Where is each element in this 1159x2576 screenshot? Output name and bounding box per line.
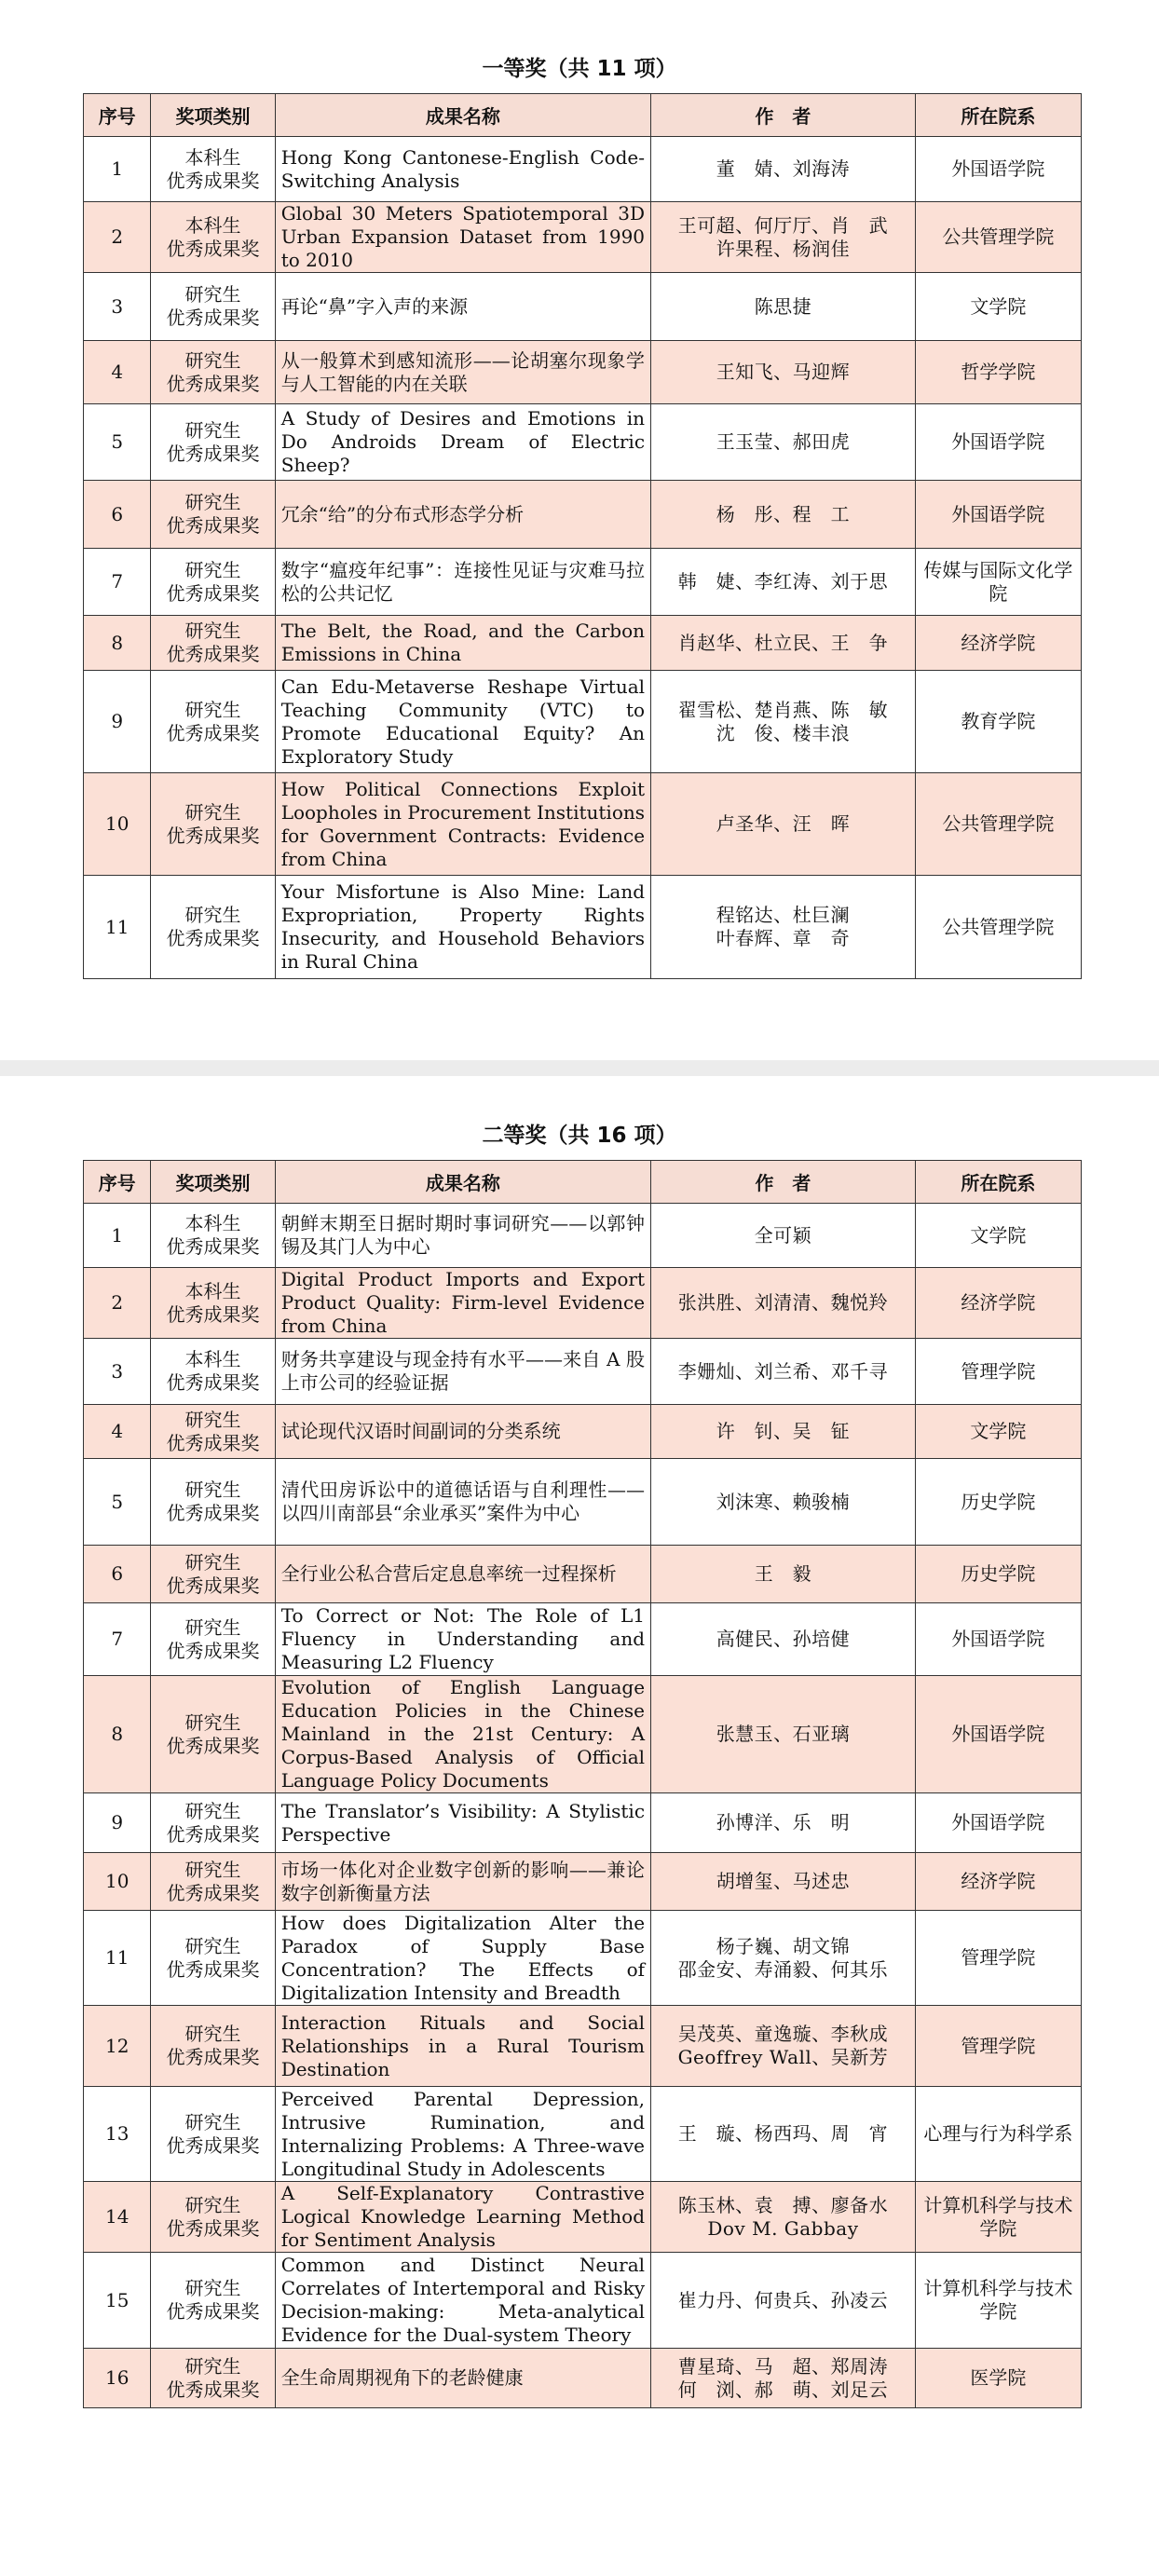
cell-title: Global 30 Meters Spatiotemporal 3D Urban Expansion Dataset from 1990 to 2010 (275, 202, 650, 273)
cell-category (151, 616, 275, 671)
author-line: Dov M. Gabbay (707, 2216, 859, 2240)
author-line: 陈玉林、袁 搏、廖备水 (677, 2193, 889, 2216)
cell-title: To Correct or Not: The Role of L1 Fluency in Understanding and Measuring L2 Fluency (275, 1603, 650, 1676)
author-line: 叶春辉、章 奇 (716, 927, 851, 949)
cell-dept: 外国语学院 (915, 481, 1081, 549)
header-dept: 所在院系 (915, 94, 1081, 137)
cell-title: Interaction Rituals and Social Relationships in a Rural Tourism Destination (275, 2006, 650, 2087)
cell-title: The Translator’s Visibility: A Stylistic Perspective (275, 1793, 650, 1853)
header-category: 奖项类别 (151, 1161, 275, 1204)
category-line: 优秀成果奖 (166, 1502, 260, 1524)
cell-no: 8 (84, 1676, 151, 1793)
category-line: 本科生 (184, 1212, 241, 1234)
category-line: 研究生 (184, 418, 241, 442)
category-line: 研究生 (184, 2277, 241, 2299)
cell-category (151, 2087, 275, 2182)
cell-title: The Belt, the Road, and the Carbon Emissions in China (275, 616, 650, 671)
category-line: 优秀成果奖 (166, 643, 260, 665)
cell-title: Hong Kong Cantonese-English Code-Switching Analysis (275, 137, 650, 202)
author-line: 翟雪松、楚肖燕、陈 敏 (677, 698, 889, 721)
category-line: 优秀成果奖 (166, 2133, 260, 2157)
cell-category (151, 1546, 275, 1603)
category-line: 优秀成果奖 (166, 1431, 260, 1454)
header-dept: 所在院系 (915, 1161, 1081, 1204)
category-line: 本科生 (184, 145, 241, 169)
cell-authors (651, 202, 916, 273)
cell-authors (651, 1339, 916, 1405)
table-row (84, 2182, 1082, 2253)
cell-title: 从一般算术到感知流形——论胡塞尔现象学与人工智能的内在关联 (275, 341, 650, 404)
table-row (84, 671, 1082, 773)
cell-title: 数字“瘟疫年纪事”：连接性见证与灾难马拉松的公共记忆 (275, 549, 650, 616)
table-row (84, 616, 1082, 671)
cell-no: 3 (84, 273, 151, 341)
cell-category (151, 273, 275, 341)
category-line: 优秀成果奖 (166, 442, 260, 465)
table-row (84, 1603, 1082, 1676)
table-row (84, 341, 1082, 404)
cell-category (151, 876, 275, 979)
table-row (84, 1204, 1082, 1268)
cell-title: 全生命周期视角下的老龄健康 (275, 2349, 650, 2408)
cell-dept: 计算机科学与技术学院 (915, 2182, 1081, 2253)
author-line: 孙博洋、乐 明 (716, 1811, 851, 1833)
category-line: 优秀成果奖 (166, 1734, 260, 1757)
category-line: 优秀成果奖 (166, 307, 260, 329)
category-line: 优秀成果奖 (166, 721, 260, 744)
cell-category (151, 1853, 275, 1911)
author-line: 王知飞、马迎辉 (716, 361, 851, 383)
author-line: 肖赵华、杜立民、王 争 (677, 631, 889, 654)
category-line: 研究生 (184, 698, 241, 721)
cell-category (151, 1911, 275, 2006)
cell-authors (651, 1405, 916, 1459)
cell-no: 6 (84, 1546, 151, 1603)
cell-authors (651, 773, 916, 876)
cell-dept: 外国语学院 (915, 137, 1081, 202)
cell-authors (651, 1459, 916, 1546)
header-category: 奖项类别 (151, 94, 275, 137)
cell-authors (651, 273, 916, 341)
cell-category (151, 481, 275, 549)
category-line: 研究生 (184, 2110, 241, 2133)
table-row (84, 2349, 1082, 2408)
cell-authors (651, 1204, 916, 1268)
cell-title: Perceived Parental Depression, Intrusive Rumination, and Internalizing Problems: A Three-wave Longitudinal Study in Adolescents (275, 2087, 650, 2182)
author-line: 崔力丹、何贵兵、孙凌云 (677, 2288, 889, 2311)
author-line: 李姗灿、刘兰希、邓千寻 (677, 1359, 889, 1383)
cell-category (151, 549, 275, 616)
cell-category (151, 404, 275, 481)
cell-authors (651, 404, 916, 481)
cell-category (151, 1459, 275, 1546)
cell-category (151, 2182, 275, 2253)
table-row (84, 2006, 1082, 2087)
cell-title: 市场一体化对企业数字创新的影响——兼论数字创新衡量方法 (275, 1853, 650, 1911)
cell-no: 4 (84, 341, 151, 404)
cell-dept: 外国语学院 (915, 1793, 1081, 1853)
table-row (84, 404, 1082, 481)
cell-title: How does Digitalization Alter the Paradox of Supply Base Concentration? The Effects of Digitalization Intensity and Breadth (275, 1911, 650, 2006)
cell-no: 7 (84, 1603, 151, 1676)
cell-title: A Study of Desires and Emotions in Do Androids Dream of Electric Sheep? (275, 404, 650, 481)
category-line: 优秀成果奖 (166, 1822, 260, 1846)
cell-title: 冗余“给”的分布式形态学分析 (275, 481, 650, 549)
author-line: 陈思捷 (754, 294, 812, 318)
cell-no: 9 (84, 1793, 151, 1853)
author-line: 沈 俊、楼丰浪 (716, 721, 851, 744)
cell-category (151, 1268, 275, 1339)
table-row (84, 1911, 1082, 2006)
cell-no: 11 (84, 876, 151, 979)
cell-authors (651, 549, 916, 616)
second-prize-title: 二等奖（共 16 项） (482, 1124, 677, 1148)
author-line: 全可颖 (754, 1223, 812, 1247)
cell-category (151, 2349, 275, 2408)
author-line: 曹星琦、马 超、郑周涛 (677, 2354, 889, 2378)
cell-no: 3 (84, 1339, 151, 1405)
cell-no: 12 (84, 2006, 151, 2087)
category-line: 优秀成果奖 (166, 2046, 260, 2068)
table-row (84, 1339, 1082, 1405)
table-row (84, 2087, 1082, 2182)
cell-category (151, 202, 275, 273)
category-line: 优秀成果奖 (166, 1639, 260, 1662)
category-line: 优秀成果奖 (166, 1302, 260, 1326)
category-line: 优秀成果奖 (166, 514, 260, 537)
author-line: 董 婧、刘海涛 (716, 157, 851, 180)
cell-authors (651, 2182, 916, 2253)
category-line: 优秀成果奖 (166, 2300, 260, 2323)
category-line: 本科生 (184, 1348, 241, 1370)
cell-authors (651, 341, 916, 404)
cell-no: 10 (84, 773, 151, 876)
author-line: 王玉莹、郝田虎 (716, 430, 851, 453)
category-line: 研究生 (184, 1615, 241, 1639)
cell-authors (651, 1546, 916, 1603)
header-authors: 作 者 (651, 1161, 916, 1204)
cell-dept: 经济学院 (915, 1268, 1081, 1339)
category-line: 本科生 (184, 213, 241, 237)
cell-dept: 医学院 (915, 2349, 1081, 2408)
cell-dept: 哲学学院 (915, 341, 1081, 404)
cell-no: 4 (84, 1405, 151, 1459)
cell-no: 11 (84, 1911, 151, 2006)
cell-no: 16 (84, 2349, 151, 2408)
author-line: 杨 彤、程 工 (716, 502, 851, 525)
cell-no: 9 (84, 671, 151, 773)
cell-dept: 计算机科学与技术学院 (915, 2253, 1081, 2349)
category-line: 优秀成果奖 (166, 1881, 260, 1904)
cell-authors (651, 2349, 916, 2408)
category-line: 研究生 (184, 1550, 241, 1574)
cell-category (151, 1204, 275, 1268)
author-line: 杨子巍、胡文锦 (716, 1934, 851, 1957)
table-row (84, 481, 1082, 549)
cell-title: 财务共享建设与现金持有水平——来自 A 股上市公司的经验证据 (275, 1339, 650, 1405)
cell-dept: 公共管理学院 (915, 876, 1081, 979)
table-row (84, 1793, 1082, 1853)
cell-title: 清代田房诉讼中的道德话语与自利理性——以四川南部县“余业承买”案件为中心 (275, 1459, 650, 1546)
table-row (84, 273, 1082, 341)
cell-authors (651, 2006, 916, 2087)
cell-no: 14 (84, 2182, 151, 2253)
cell-title: Digital Product Imports and Export Product Quality: Firm-level Evidence from China (275, 1268, 650, 1339)
cell-category (151, 2006, 275, 2087)
table-row (84, 773, 1082, 876)
category-line: 本科生 (184, 1279, 241, 1302)
table-row (84, 2253, 1082, 2349)
table-row (84, 1405, 1082, 1459)
cell-dept: 文学院 (915, 1405, 1081, 1459)
cell-dept: 文学院 (915, 1204, 1081, 1268)
table-row (84, 202, 1082, 273)
author-line: 何 浏、郝 萌、刘足云 (677, 2378, 889, 2401)
category-line: 优秀成果奖 (166, 824, 260, 847)
cell-category (151, 1676, 275, 1793)
category-line: 优秀成果奖 (166, 1574, 260, 1597)
table-row (84, 137, 1082, 202)
category-line: 优秀成果奖 (166, 372, 260, 395)
cell-title: 全行业公私合营后定息息率统一过程探析 (275, 1546, 650, 1603)
category-line: 研究生 (184, 1711, 241, 1734)
category-line: 研究生 (184, 2354, 241, 2378)
category-line: 研究生 (184, 558, 241, 581)
cell-dept: 公共管理学院 (915, 773, 1081, 876)
first-prize-title: 一等奖（共 11 项） (482, 57, 677, 81)
cell-no: 7 (84, 549, 151, 616)
cell-authors (651, 876, 916, 979)
author-line: Geoffrey Wall、吴新芳 (677, 2046, 889, 2068)
header-authors: 作 者 (651, 94, 916, 137)
category-line: 研究生 (184, 800, 241, 824)
cell-category (151, 1405, 275, 1459)
cell-authors (651, 1676, 916, 1793)
author-line: 许果程、杨润佳 (716, 237, 851, 260)
cell-dept: 管理学院 (915, 1339, 1081, 1405)
category-line: 优秀成果奖 (166, 581, 260, 605)
category-line: 研究生 (184, 348, 241, 372)
category-line: 优秀成果奖 (166, 2216, 260, 2240)
cell-no: 8 (84, 616, 151, 671)
cell-title: 再论“鼻”字入声的来源 (275, 273, 650, 341)
author-line: 高健民、孙培健 (716, 1628, 851, 1650)
cell-no: 2 (84, 202, 151, 273)
category-line: 研究生 (184, 1408, 241, 1431)
header-title: 成果名称 (275, 94, 650, 137)
cell-category (151, 2253, 275, 2349)
table-row (84, 1853, 1082, 1911)
cell-title: A Self-Explanatory Contrastive Logical Knowledge Learning Method for Sentiment Analysis (275, 2182, 650, 2253)
author-line: 王可超、何厅厅、肖 武 (677, 213, 889, 237)
category-line: 优秀成果奖 (166, 1957, 260, 1981)
cell-authors (651, 2087, 916, 2182)
category-line: 优秀成果奖 (166, 169, 260, 192)
cell-no: 1 (84, 1204, 151, 1268)
author-line: 程铭达、杜巨澜 (716, 904, 851, 926)
cell-no: 1 (84, 137, 151, 202)
author-line: 张慧玉、石亚璃 (716, 1723, 851, 1745)
cell-dept: 历史学院 (915, 1546, 1081, 1603)
author-line: 王 璇、杨西玛、周 宵 (677, 2122, 889, 2145)
cell-category (151, 341, 275, 404)
author-line: 邵金安、寿涌毅、何其乐 (677, 1957, 889, 1981)
category-line: 优秀成果奖 (166, 2378, 260, 2401)
table-row (84, 1268, 1082, 1339)
cell-dept: 历史学院 (915, 1459, 1081, 1546)
cell-title: 朝鲜末期至日据时期时事词研究——以郭钟锡及其门人为中心 (275, 1204, 650, 1268)
header-title: 成果名称 (275, 1161, 650, 1204)
table-row (84, 549, 1082, 616)
table-row (84, 1546, 1082, 1603)
author-line: 刘沫寒、赖骏楠 (716, 1490, 851, 1513)
category-line: 优秀成果奖 (166, 1235, 260, 1258)
category-line: 研究生 (184, 1799, 241, 1822)
cell-no: 6 (84, 481, 151, 549)
category-line: 研究生 (184, 2193, 241, 2216)
cell-category (151, 671, 275, 773)
header-no: 序号 (84, 1161, 151, 1204)
category-line: 研究生 (184, 904, 241, 926)
cell-authors (651, 671, 916, 773)
cell-authors (651, 1853, 916, 1911)
cell-dept: 管理学院 (915, 2006, 1081, 2087)
second-prize-table (83, 1160, 1082, 2408)
cell-authors (651, 616, 916, 671)
category-line: 研究生 (184, 1479, 241, 1501)
cell-dept: 管理学院 (915, 1911, 1081, 2006)
cell-dept: 外国语学院 (915, 1603, 1081, 1676)
cell-no: 5 (84, 404, 151, 481)
category-line: 研究生 (184, 283, 241, 306)
cell-title: How Political Connections Exploit Loopholes in Procurement Institutions for Government Contracts: Evidence from China (275, 773, 650, 876)
cell-dept: 经济学院 (915, 616, 1081, 671)
category-line: 优秀成果奖 (166, 237, 260, 260)
category-line: 研究生 (184, 491, 241, 513)
header-no: 序号 (84, 94, 151, 137)
cell-authors (651, 1911, 916, 2006)
cell-authors (651, 1603, 916, 1676)
cell-dept: 教育学院 (915, 671, 1081, 773)
cell-dept: 传媒与国际文化学院 (915, 549, 1081, 616)
category-line: 研究生 (184, 2023, 241, 2045)
cell-authors (651, 2253, 916, 2349)
author-line: 胡增玺、马述忠 (716, 1870, 851, 1892)
cell-title: Your Misfortune is Also Mine: Land Expropriation, Property Rights Insecurity, and Household Behaviors in Rural China (275, 876, 650, 979)
table-row (84, 876, 1082, 979)
category-line: 优秀成果奖 (166, 1371, 260, 1394)
author-line: 韩 婕、李红涛、刘于思 (677, 570, 889, 593)
table-row (84, 1676, 1082, 1793)
category-line: 研究生 (184, 1858, 241, 1881)
table-header-row (84, 94, 1082, 137)
cell-authors (651, 1793, 916, 1853)
author-line: 张洪胜、刘清清、魏悦羚 (677, 1291, 889, 1314)
cell-no: 10 (84, 1853, 151, 1911)
table-header-row (84, 1161, 1082, 1204)
cell-dept: 文学院 (915, 273, 1081, 341)
table-row (84, 1459, 1082, 1546)
author-line: 吴茂英、童逸璇、李秋成 (677, 2023, 889, 2045)
cell-no: 5 (84, 1459, 151, 1546)
author-line: 卢圣华、汪 晖 (716, 812, 851, 835)
cell-dept: 经济学院 (915, 1853, 1081, 1911)
cell-dept: 外国语学院 (915, 404, 1081, 481)
cell-category (151, 1603, 275, 1676)
cell-dept: 外国语学院 (915, 1676, 1081, 1793)
first-prize-table (83, 93, 1082, 979)
author-line: 王 毅 (754, 1562, 812, 1585)
cell-dept: 心理与行为科学系 (915, 2087, 1081, 2182)
cell-title: 试论现代汉语时间副词的分类系统 (275, 1405, 650, 1459)
cell-title: Common and Distinct Neural Correlates of Intertemporal and Risky Decision-making: Meta-analytical Evidence for the Dual-system Theory (275, 2253, 650, 2349)
cell-authors (651, 137, 916, 202)
cell-category (151, 773, 275, 876)
cell-title: Evolution of English Language Education Policies in the Chinese Mainland in the 21st Century: A Corpus-Based Analysis of Official Language Policy Documents (275, 1676, 650, 1793)
author-line: 许 钊、吴 钲 (716, 1420, 851, 1442)
cell-authors (651, 1268, 916, 1339)
cell-no: 2 (84, 1268, 151, 1339)
cell-category (151, 137, 275, 202)
cell-dept: 公共管理学院 (915, 202, 1081, 273)
cell-authors (651, 481, 916, 549)
category-line: 研究生 (184, 620, 241, 642)
cell-no: 13 (84, 2087, 151, 2182)
cell-category (151, 1339, 275, 1405)
cell-category (151, 1793, 275, 1853)
cell-title: Can Edu-Metaverse Reshape Virtual Teaching Community (VTC) to Promote Educational Equity? An Exploratory Study (275, 671, 650, 773)
category-line: 研究生 (184, 1934, 241, 1957)
category-line: 优秀成果奖 (166, 927, 260, 949)
cell-no: 15 (84, 2253, 151, 2349)
